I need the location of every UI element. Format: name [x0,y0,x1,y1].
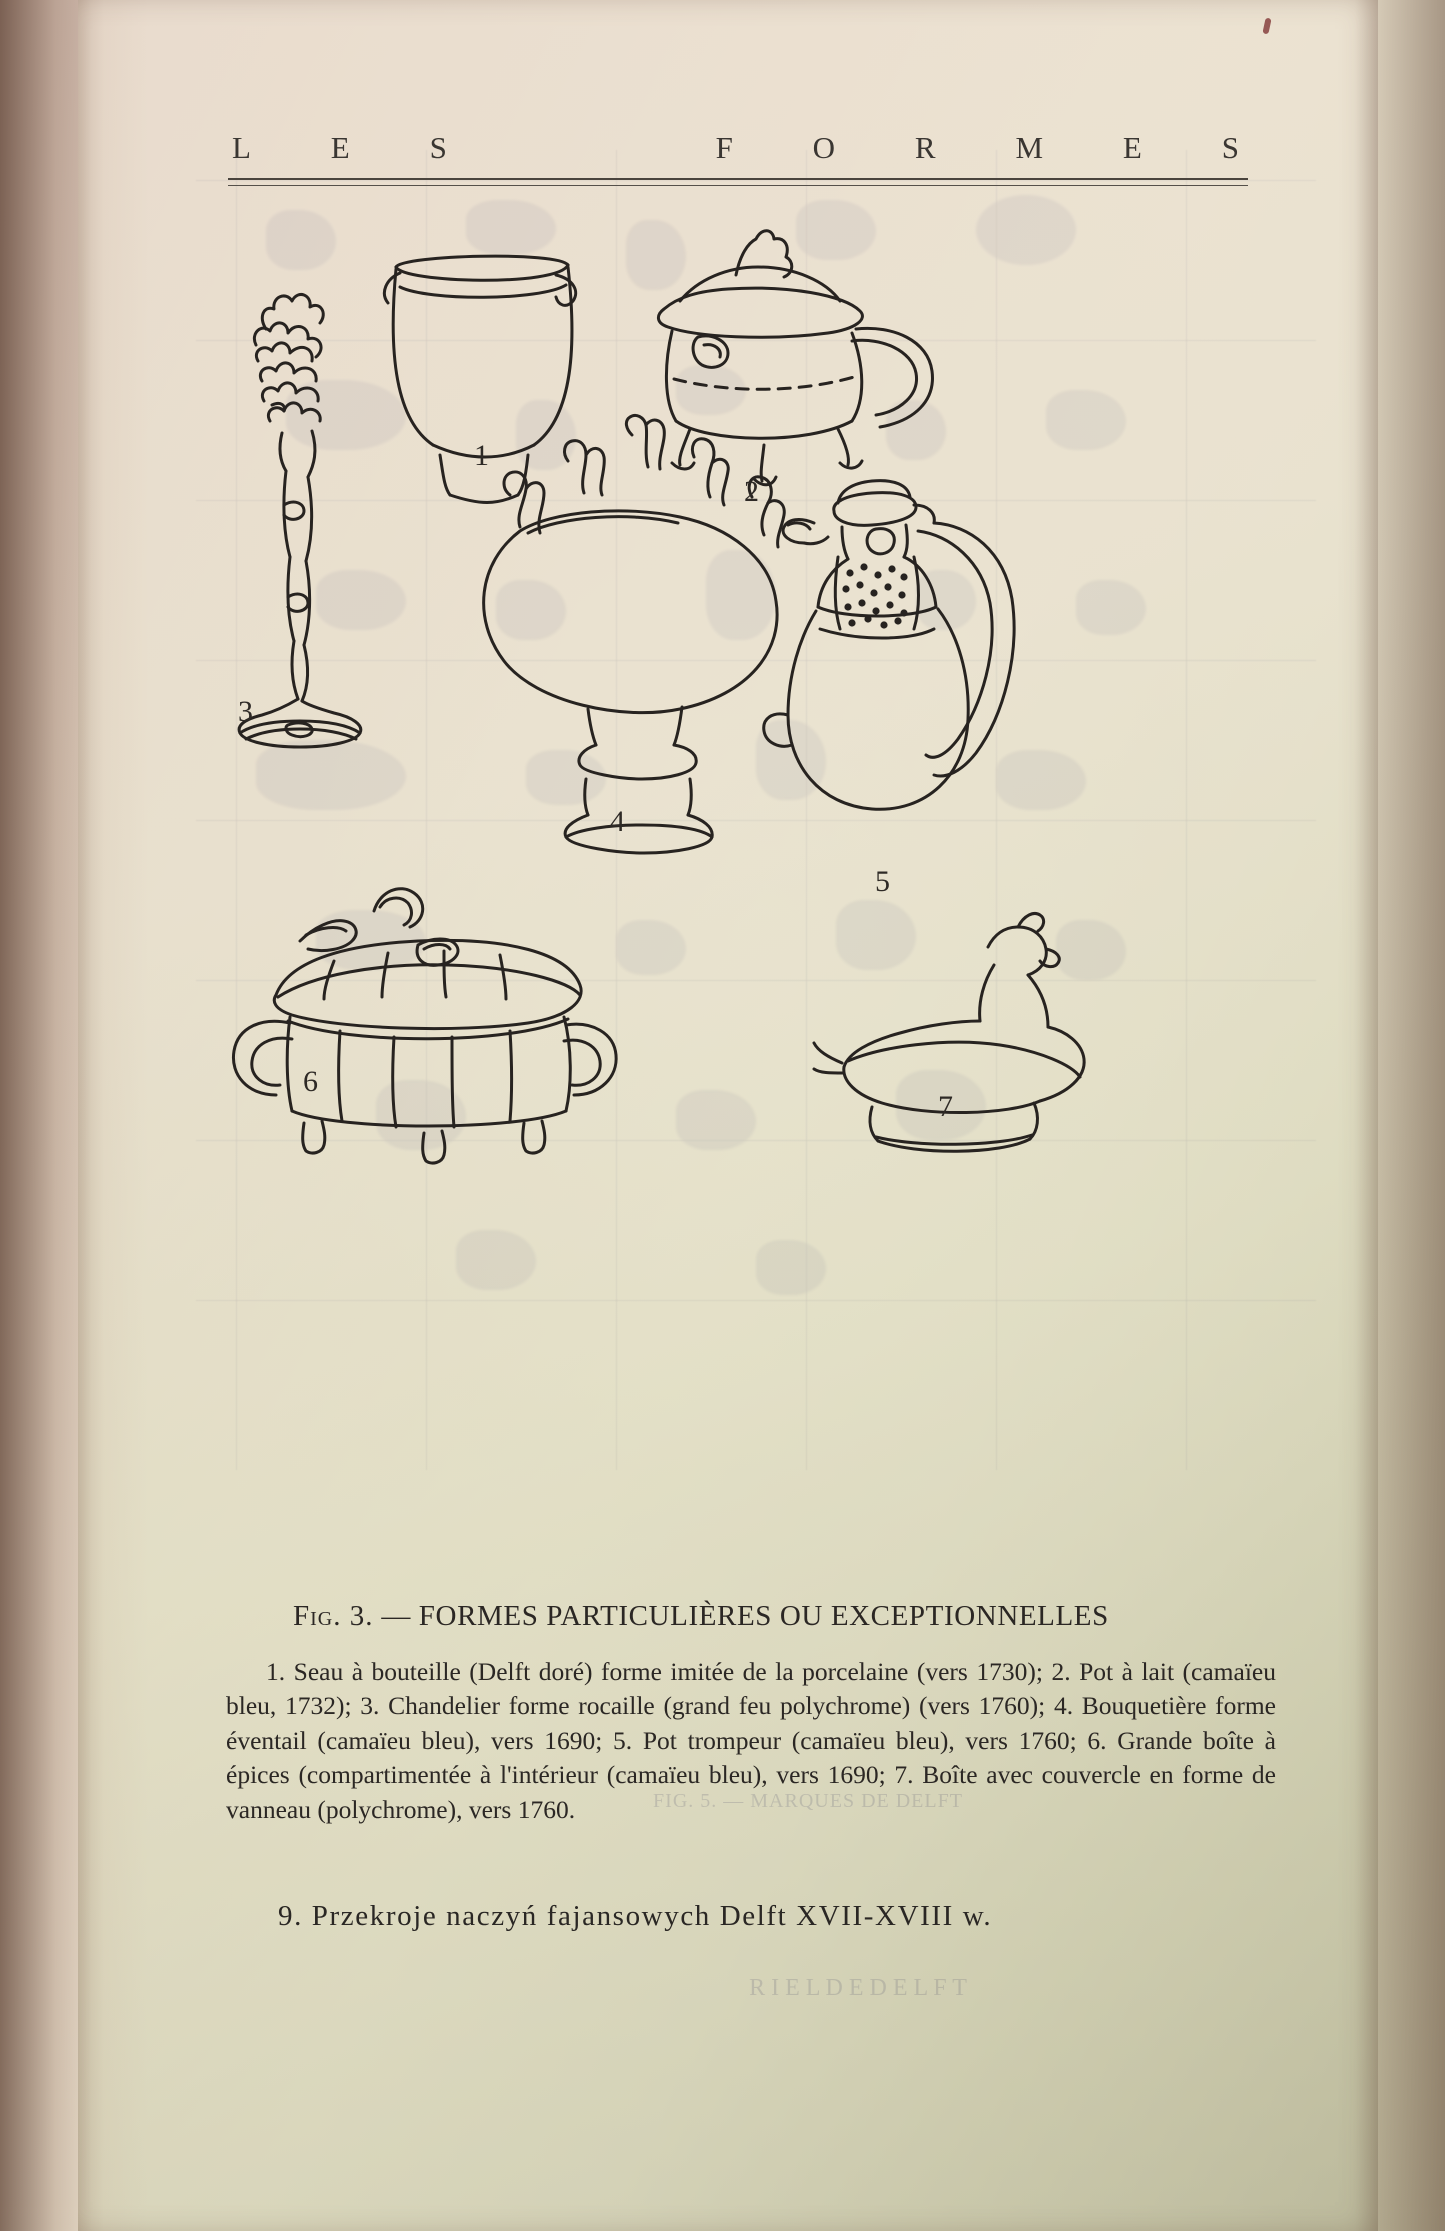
drawing-item-4 [484,415,785,853]
figure-number-4: 4 [610,805,625,838]
drawing-item-3 [239,294,361,747]
paper-speck [1262,18,1271,35]
drawing-item-6 [233,889,616,1163]
figure-caption-title [293,1600,1293,1633]
running-head-letters [228,130,1248,166]
figure-number-7: 7 [938,1090,953,1123]
ghost-line-2: R I E L D E D E L F T [749,1975,967,2001]
runhead-letter-s1: S [429,130,448,165]
drawing-item-2 [658,231,932,485]
runhead-letter-f: F [715,130,734,165]
header-rule-top [228,178,1248,180]
runhead-letter-e2: E [1122,130,1143,165]
polish-caption-line: 9. Przekroje naczyń fajansowych Delft XVII-XVIII w. [278,1900,993,1932]
runhead-letter-e1: E [330,130,351,165]
page-sheet [78,0,1378,2231]
figure-caption-body [226,1655,1276,1827]
figure-number-6: 6 [303,1065,318,1098]
figure-number-5: 5 [875,865,890,898]
figure-caption-dash: — [373,1600,419,1632]
figure-caption-paragraph: 1. Seau à bouteille (Delft doré) forme imitée de la porcelaine (vers 1730); 2. Pot à lait (camaïeu bleu, 1732); 3. Chandelier forme rocaille (grand feu polychrome) (vers 1760); 4. Bouquetière forme éventail (camaïeu bleu), vers 1690; 5. Pot trompeur (camaïeu bleu), vers 1760; 6. Grande boîte à épices (compartimentée à l'intérieur (camaïeu bleu), vers 1690; 7. Boîte avec couvercle en forme de vanneau (polychrome), vers 1760. [226,1657,1276,1824]
runhead-letter-s2: S [1221,130,1240,165]
runhead-letter-l: L [232,130,252,165]
figure-number-3: 3 [238,695,253,728]
figure-caption-heading: FORMES PARTICULIÈRES OU EXCEPTIONNELLES [418,1600,1109,1632]
header-rule-bottom [228,185,1248,186]
show-through-text-lower [598,1975,1118,2002]
ghost-line-1: FIG. 5. — MARQUES DE DELFT [653,1790,963,1812]
running-head [228,130,1248,200]
drawing-item-5 [764,481,1014,810]
runhead-letter-r: R [914,130,937,165]
runhead-letter-m: M [1015,130,1045,165]
figure-label: Fig. 3. [293,1600,374,1632]
runhead-letter-o: O [812,130,837,165]
figure-number-1: 1 [474,439,489,472]
figure-number-2: 2 [744,475,759,508]
figure-drawings [228,205,1258,1555]
